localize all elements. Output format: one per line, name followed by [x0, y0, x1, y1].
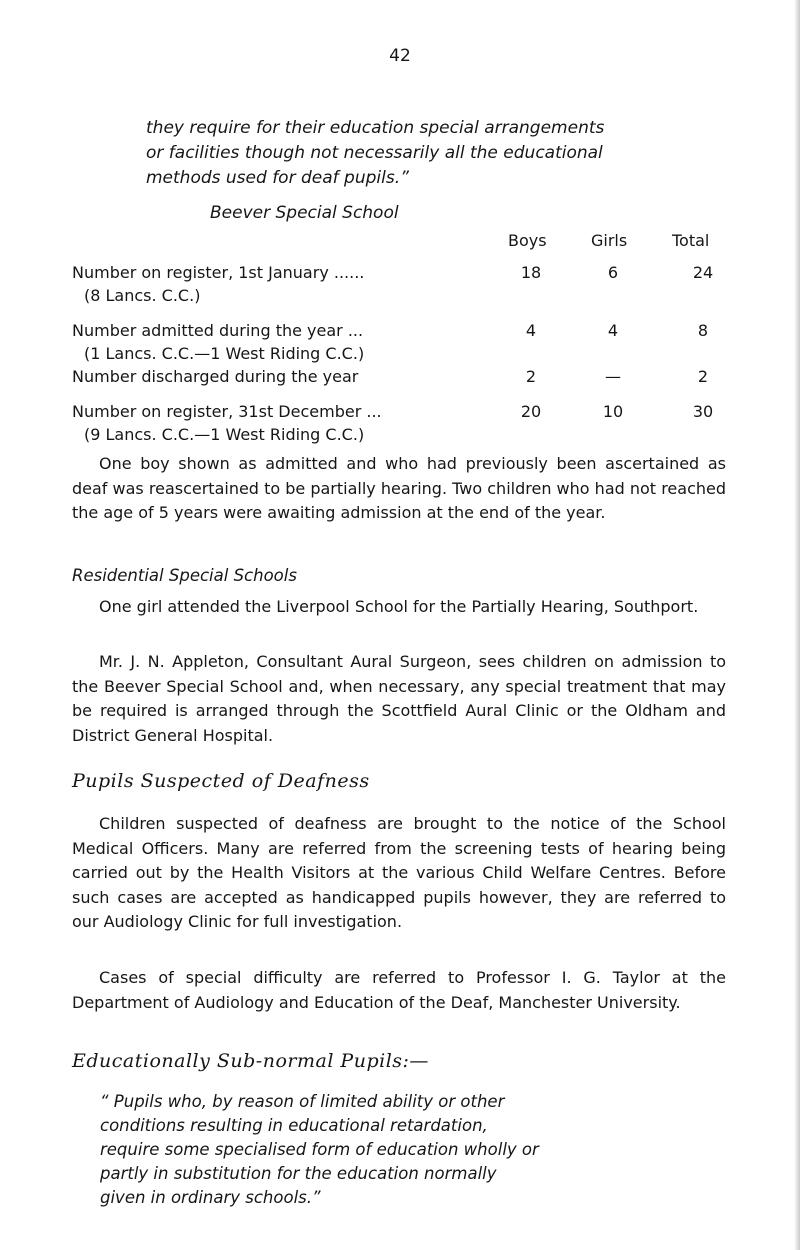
cell-girls: —	[605, 367, 621, 386]
quote-line: “ Pupils who, by reason of limited ability or other	[100, 1092, 505, 1111]
cell-boys: 2	[525, 367, 537, 386]
cell-boys: 18	[520, 263, 542, 282]
intro-line: methods used for deaf pupils.”	[146, 168, 409, 188]
intro-line: they require for their education special arrangements	[146, 118, 605, 138]
row-sublabel: (9 Lancs. C.C.—1 West Riding C.C.)	[84, 425, 365, 444]
cell-boys: 4	[525, 321, 537, 340]
column-header-boys: Boys	[508, 231, 547, 250]
cell-girls: 6	[607, 263, 619, 282]
paragraph-suspected-2: Cases of special difficulty are referred to Professor I. G. Taylor at the Department of Audiology and Education of the Deaf, Manchester University.	[72, 968, 726, 1012]
cell-girls: 10	[602, 402, 624, 421]
table-row	[72, 365, 722, 388]
paragraph-residential-1: One girl attended the Liverpool School for the Partially Hearing, Southport.	[99, 597, 699, 616]
section-heading-residential: Residential Special Schools	[72, 566, 297, 585]
school-title: Beever Special School	[210, 203, 399, 223]
quote-line: given in ordinary schools.”	[100, 1188, 321, 1207]
cell-total: 30	[692, 402, 714, 421]
page-edge-shadow	[794, 0, 800, 1250]
definition-quote	[100, 1090, 720, 1210]
column-header-total: Total	[672, 231, 710, 250]
column-header-girls: Girls	[591, 231, 628, 250]
cell-girls: 4	[607, 321, 619, 340]
row-sublabel: (1 Lancs. C.C.—1 West Riding C.C.)	[84, 344, 365, 363]
quote-line: require some specialised form of education wholly or	[100, 1140, 539, 1159]
page-number: 42	[389, 46, 411, 66]
section-heading-suspected-deafness: Pupils Suspected of Deafness	[72, 770, 370, 792]
table-row	[72, 261, 722, 307]
cell-total: 8	[697, 321, 709, 340]
quote-line: conditions resulting in educational retardation,	[100, 1116, 488, 1135]
section-heading-educationally-subnormal: Educationally Sub-normal Pupils:—	[72, 1050, 429, 1072]
cell-total: 24	[692, 263, 714, 282]
paragraph-deaf-pupils: One boy shown as admitted and who had previously been ascertained as deaf was reascertained to be partially hearing. Two children who had not reached the age of 5 years were awaiting admission at the end of the year.	[72, 454, 726, 522]
cell-total: 2	[697, 367, 709, 386]
table-row	[72, 319, 722, 365]
row-label: Number admitted during the year ...	[72, 321, 364, 340]
cell-boys: 20	[520, 402, 542, 421]
row-sublabel: (8 Lancs. C.C.)	[84, 286, 201, 305]
row-label: Number discharged during the year	[72, 367, 359, 386]
table-row	[72, 400, 722, 446]
intro-line: or facilities though not necessarily all the educational	[146, 143, 603, 163]
row-label: Number on register, 1st January ......	[72, 263, 365, 282]
paragraph-suspected-1: Children suspected of deafness are brought to the notice of the School Medical Officers. Many are referred from the screening tests of hearing being carried out by the Health Visitors at the various Child Welfare Centres. Before such cases are accepted as handicapped pupils however, they are referred to our Audiology Clinic for full investigation.	[72, 814, 726, 931]
intro-quote	[146, 116, 726, 191]
quote-line: partly in substitution for the education normally	[100, 1164, 497, 1183]
row-label: Number on register, 31st December ...	[72, 402, 382, 421]
paragraph-residential-2: Mr. J. N. Appleton, Consultant Aural Surgeon, sees children on admission to the Beever Special School and, when necessary, any special treatment that may be required is arranged through the Scottfield Aural Clinic or the Oldham and District General Hospital.	[72, 652, 726, 745]
